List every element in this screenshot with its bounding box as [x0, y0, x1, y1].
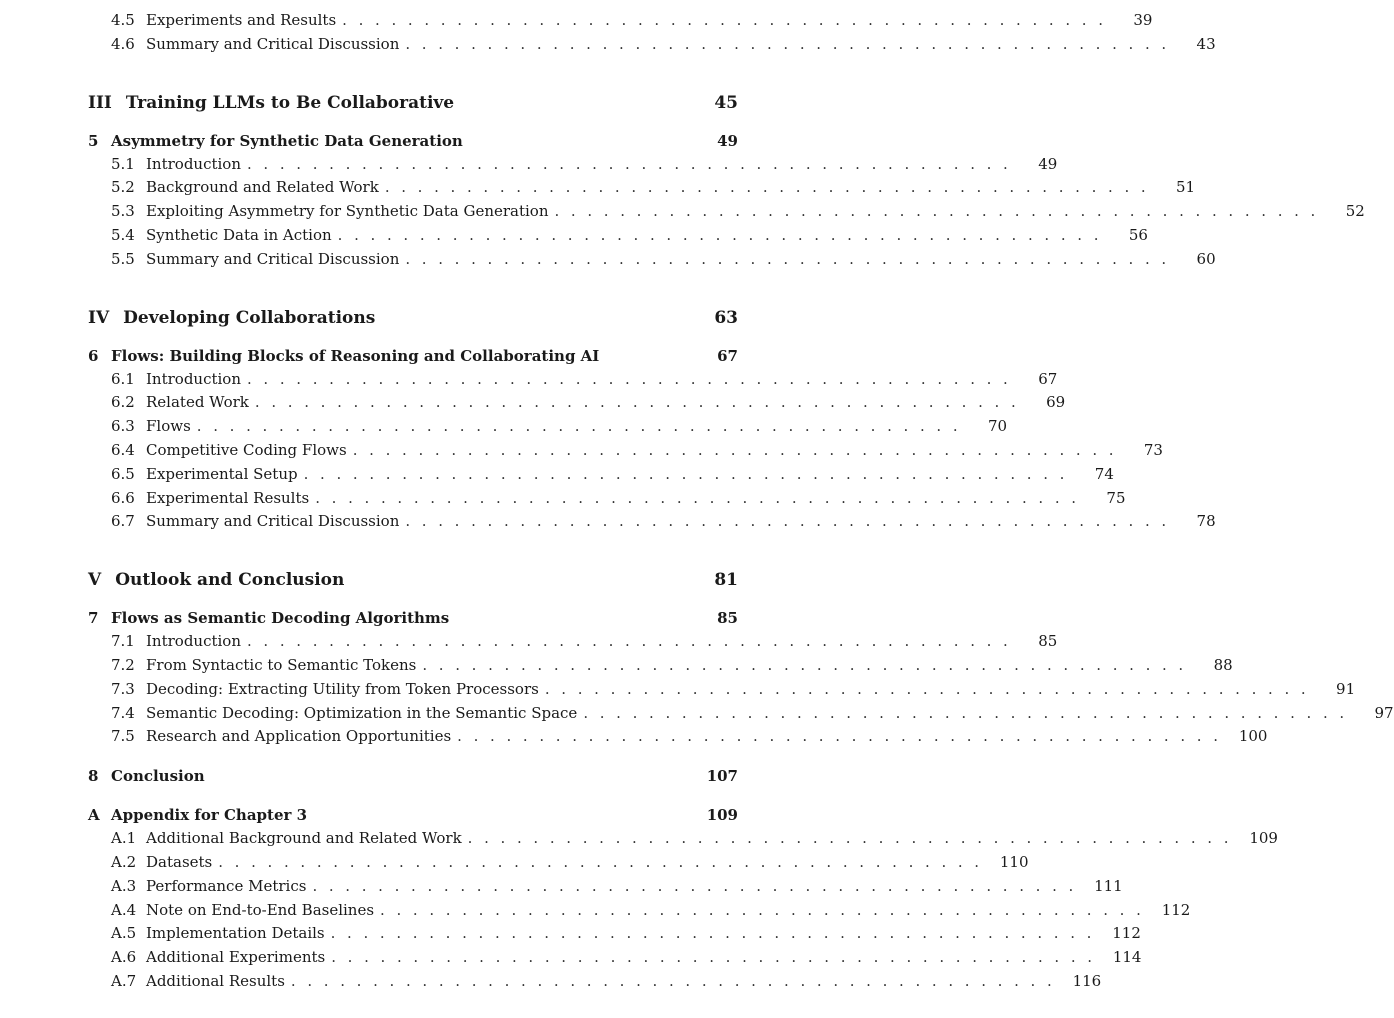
section-title: Summary and Critical Discussion	[146, 510, 405, 534]
section-number: 4.6	[111, 34, 135, 53]
section-number: A.1	[111, 829, 137, 848]
section-page: 49	[1038, 154, 1058, 173]
part-page: 63	[714, 307, 738, 328]
section-page: 78	[1196, 512, 1216, 531]
section-title: Background and Related Work	[146, 176, 385, 200]
part-title: Outlook and Conclusion	[115, 570, 345, 591]
section-title: Summary and Critical Discussion	[146, 248, 405, 272]
section-number: 6.1	[111, 369, 135, 388]
leader-dots: . . . . . . . . . . . . . . . . . . . . . . . . . . . . . . . . . . . . . . . . . . . . . . .	[583, 703, 1348, 722]
leader-dots: . . . . . . . . . . . . . . . . . . . . . . . . . . . . . . . . . . . . . . . . . . . . . . .	[467, 829, 1232, 848]
section-page: 110	[999, 852, 1029, 871]
section-page: 43	[1196, 34, 1216, 53]
section-page: 73	[1143, 440, 1163, 459]
section-title: Flows	[146, 415, 197, 439]
section-title: Related Work	[146, 391, 255, 415]
section-page: 85	[1038, 632, 1058, 651]
toc-section-row[interactable]	[88, 827, 1278, 851]
section-page: 67	[1038, 369, 1058, 388]
toc-chapter-row[interactable]	[88, 344, 738, 368]
section-title: Summary and Critical Discussion	[146, 33, 405, 57]
leader-dots: . . . . . . . . . . . . . . . . . . . . . . . . . . . . . . . . . . . . . . . . . . . . . . .	[218, 852, 983, 871]
section-page: 51	[1176, 178, 1196, 197]
section-number: 5.5	[111, 249, 135, 268]
section-title: Competitive Coding Flows	[146, 439, 353, 463]
section-number: 6.2	[111, 393, 135, 412]
leader-dots: . . . . . . . . . . . . . . . . . . . . . . . . . . . . . . . . . . . . . . . . . . . . . . .	[312, 876, 1077, 895]
section-page: 39	[1133, 11, 1153, 29]
section-number: 7.4	[111, 703, 135, 722]
section-number: 7.3	[111, 679, 135, 698]
section-title: Semantic Decoding: Optimization in the Semantic Space	[146, 702, 583, 726]
chapter-number: 6	[88, 346, 99, 365]
leader-dots: . . . . . . . . . . . . . . . . . . . . . . . . . . . . . . . . . . . . . . . . . . . . . . .	[405, 249, 1170, 268]
leader-dots: . . . . . . . . . . . . . . . . . . . . . . . . . . . . . . . . . . . . . . . . . . . . . . .	[544, 679, 1310, 698]
chapter-page: 85	[717, 609, 738, 628]
section-title: Note on End-to-End Baselines	[146, 899, 380, 923]
leader-dots: . . . . . . . . . . . . . . . . . . . . . . . . . . . . . . . . . . . . . . . . . . . . . . .	[422, 655, 1187, 674]
chapter-page: 49	[717, 131, 738, 150]
section-title: Experimental Setup	[146, 463, 304, 487]
leader-dots: . . . . . . . . . . . . . . . . . . . . . . . . . . . . . . . . . . . . . . . . . . . . . . .	[405, 512, 1170, 531]
section-number: 6.3	[111, 417, 135, 436]
section-page: 109	[1249, 829, 1278, 848]
section-number: 5.2	[111, 178, 135, 197]
chapter-page: 107	[706, 767, 738, 786]
toc-section-row[interactable]	[88, 153, 1058, 177]
section-page: 91	[1336, 679, 1356, 698]
leader-dots: . . . . . . . . . . . . . . . . . . . . . . . . . . . . . . . . . . . . . . . . . . . . . . .	[554, 202, 1319, 221]
leader-dots: . . . . . . . . . . . . . . . . . . . . . . . . . . . . . . . . . . . . . . . . . . . . . . .	[457, 727, 1222, 746]
toc-section-row[interactable]	[88, 224, 1148, 248]
leader-dots: . . . . . . . . . . . . . . . . . . . . . . . . . . . . . . . . . . . . . . . . . . . . . . .	[247, 154, 1012, 173]
section-title: Experimental Results	[146, 487, 315, 511]
chapter-title: Conclusion	[111, 767, 205, 786]
section-page: 69	[1046, 393, 1066, 412]
toc-chapter-row[interactable]	[88, 129, 738, 153]
toc-section-row[interactable]	[88, 9, 1153, 33]
section-number: 7.2	[111, 655, 135, 674]
section-page: 74	[1094, 464, 1114, 483]
section-number: 6.7	[111, 512, 135, 531]
section-page: 100	[1238, 727, 1268, 746]
section-title: Additional Results	[146, 970, 291, 994]
toc-part-row[interactable]	[88, 567, 738, 593]
toc-section-row[interactable]	[88, 391, 1066, 415]
leader-dots: . . . . . . . . . . . . . . . . . . . . . . . . . . . . . . . . . . . . . . . . . . . . . . .	[330, 924, 1095, 943]
section-page: 52	[1345, 202, 1365, 221]
section-number: 7.1	[111, 632, 135, 651]
section-number: A.6	[111, 948, 137, 967]
toc-section-row[interactable]	[88, 176, 1196, 200]
section-number: 7.5	[111, 727, 135, 746]
part-number: III	[88, 92, 112, 113]
leader-dots: . . . . . . . . . . . . . . . . . . . . . . . . . . . . . . . . . . . . . . . . . . . . . . .	[337, 225, 1102, 244]
part-number: IV	[88, 307, 110, 328]
toc-section-row[interactable]	[88, 970, 1102, 994]
chapter-number: A	[88, 806, 100, 825]
chapter-title: Appendix for Chapter 3	[111, 806, 308, 825]
section-number: A.5	[111, 924, 137, 943]
section-title: Introduction	[146, 368, 247, 392]
toc-section-row[interactable]	[88, 678, 1356, 702]
leader-dots: . . . . . . . . . . . . . . . . . . . . . . . . . . . . . . . . . . . . . . . . . . . . . . .	[342, 11, 1107, 29]
toc-section-row[interactable]	[88, 510, 1216, 534]
section-number: A.2	[111, 852, 137, 871]
section-page: 70	[987, 417, 1008, 436]
leader-dots: . . . . . . . . . . . . . . . . . . . . . . . . . . . . . . . . . . . . . . . . . . . . . . .	[290, 971, 1056, 990]
section-title: From Syntactic to Semantic Tokens	[146, 654, 422, 678]
section-title: Additional Background and Related Work	[146, 827, 468, 851]
toc-section-row[interactable]	[88, 248, 1216, 272]
toc-section-row[interactable]	[88, 630, 1058, 654]
leader-dots: . . . . . . . . . . . . . . . . . . . . . . . . . . . . . . . . . . . . . . . . . . . . . . .	[380, 900, 1145, 919]
section-number: 5.3	[111, 202, 135, 221]
section-page: 97	[1374, 703, 1394, 722]
section-title: Synthetic Data in Action	[146, 224, 338, 248]
toc-section-row[interactable]	[88, 415, 1008, 439]
section-title: Additional Experiments	[146, 946, 331, 970]
section-number: A.4	[111, 900, 137, 919]
toc-section-row[interactable]	[88, 200, 1365, 224]
leader-dots: . . . . . . . . . . . . . . . . . . . . . . . . . . . . . . . . . . . . . . . . . . . . . . .	[315, 488, 1080, 507]
part-page: 45	[714, 92, 738, 113]
toc-chapter-row[interactable]	[88, 764, 738, 788]
section-number: A.3	[111, 876, 137, 895]
toc-section-row[interactable]	[88, 702, 1394, 726]
section-title: Performance Metrics	[146, 875, 312, 899]
section-page: 60	[1196, 249, 1216, 268]
toc-section-row[interactable]	[88, 946, 1142, 970]
toc-part-row[interactable]	[88, 90, 738, 116]
section-title: Decoding: Extracting Utility from Token Processors	[146, 678, 545, 702]
section-page: 88	[1213, 655, 1233, 674]
leader-dots: . . . . . . . . . . . . . . . . . . . . . . . . . . . . . . . . . . . . . . . . . . . . . . .	[405, 34, 1170, 53]
section-page: 111	[1094, 876, 1123, 895]
part-title: Developing Collaborations	[123, 307, 376, 328]
section-page: 112	[1112, 924, 1141, 943]
toc-section-row[interactable]	[88, 463, 1114, 487]
leader-dots: . . . . . . . . . . . . . . . . . . . . . . . . . . . . . . . . . . . . . . . . . . . . . . .	[196, 417, 962, 436]
section-number: A.7	[111, 971, 137, 990]
leader-dots: . . . . . . . . . . . . . . . . . . . . . . . . . . . . . . . . . . . . . . . . . . . . . . .	[247, 632, 1012, 651]
section-title: Exploiting Asymmetry for Synthetic Data Generation	[146, 200, 555, 224]
section-number: 4.5	[111, 11, 135, 29]
section-title: Research and Application Opportunities	[146, 725, 457, 749]
chapter-number: 5	[88, 131, 99, 150]
section-page: 112	[1161, 900, 1191, 919]
chapter-title: Asymmetry for Synthetic Data Generation	[111, 131, 463, 150]
toc-section-row[interactable]	[88, 439, 1163, 463]
toc-chapter-row[interactable]	[88, 803, 738, 827]
section-number: 6.5	[111, 464, 135, 483]
section-number: 6.6	[111, 488, 135, 507]
toc-section-row[interactable]	[88, 922, 1141, 946]
leader-dots: . . . . . . . . . . . . . . . . . . . . . . . . . . . . . . . . . . . . . . . . . . . . . . .	[331, 948, 1096, 967]
section-title: Experiments and Results	[146, 9, 342, 33]
leader-dots: . . . . . . . . . . . . . . . . . . . . . . . . . . . . . . . . . . . . . . . . . . . . . . .	[254, 393, 1020, 412]
section-page: 75	[1106, 488, 1126, 507]
toc-section-row[interactable]	[88, 33, 1216, 57]
toc-section-row[interactable]	[88, 368, 1058, 392]
toc-section-row[interactable]	[88, 654, 1233, 678]
chapter-number: 8	[88, 767, 99, 786]
chapter-page: 67	[717, 346, 738, 365]
leader-dots: . . . . . . . . . . . . . . . . . . . . . . . . . . . . . . . . . . . . . . . . . . . . . . .	[303, 464, 1068, 483]
section-page: 56	[1128, 225, 1148, 244]
chapter-page: 109	[706, 806, 738, 825]
toc-section-row[interactable]	[88, 899, 1191, 923]
chapter-title: Flows: Building Blocks of Reasoning and Collaborating AI	[111, 346, 600, 365]
toc-section-row[interactable]	[88, 851, 1029, 875]
leader-dots: . . . . . . . . . . . . . . . . . . . . . . . . . . . . . . . . . . . . . . . . . . . . . . .	[352, 440, 1117, 459]
part-title: Training LLMs to Be Collaborative	[125, 92, 455, 113]
toc-section-row[interactable]	[88, 725, 1268, 749]
section-page: 116	[1072, 971, 1102, 990]
section-number: 5.4	[111, 225, 135, 244]
part-number: V	[88, 570, 102, 591]
table-of-contents	[88, 9, 1394, 994]
section-title: Introduction	[146, 630, 247, 654]
toc-section-row[interactable]	[88, 487, 1126, 511]
section-number: 6.4	[111, 440, 135, 459]
section-page: 114	[1112, 948, 1142, 967]
part-page: 81	[714, 570, 738, 591]
section-title: Implementation Details	[146, 922, 331, 946]
section-number: 5.1	[111, 154, 135, 173]
section-title: Datasets	[146, 851, 218, 875]
chapter-title: Flows as Semantic Decoding Algorithms	[111, 609, 450, 628]
leader-dots: . . . . . . . . . . . . . . . . . . . . . . . . . . . . . . . . . . . . . . . . . . . . . . .	[247, 369, 1012, 388]
section-title: Introduction	[146, 153, 247, 177]
leader-dots: . . . . . . . . . . . . . . . . . . . . . . . . . . . . . . . . . . . . . . . . . . . . . . .	[384, 178, 1150, 197]
toc-part-row[interactable]	[88, 305, 738, 331]
toc-chapter-row[interactable]	[88, 606, 738, 630]
chapter-number: 7	[88, 609, 99, 628]
toc-section-row[interactable]	[88, 875, 1123, 899]
